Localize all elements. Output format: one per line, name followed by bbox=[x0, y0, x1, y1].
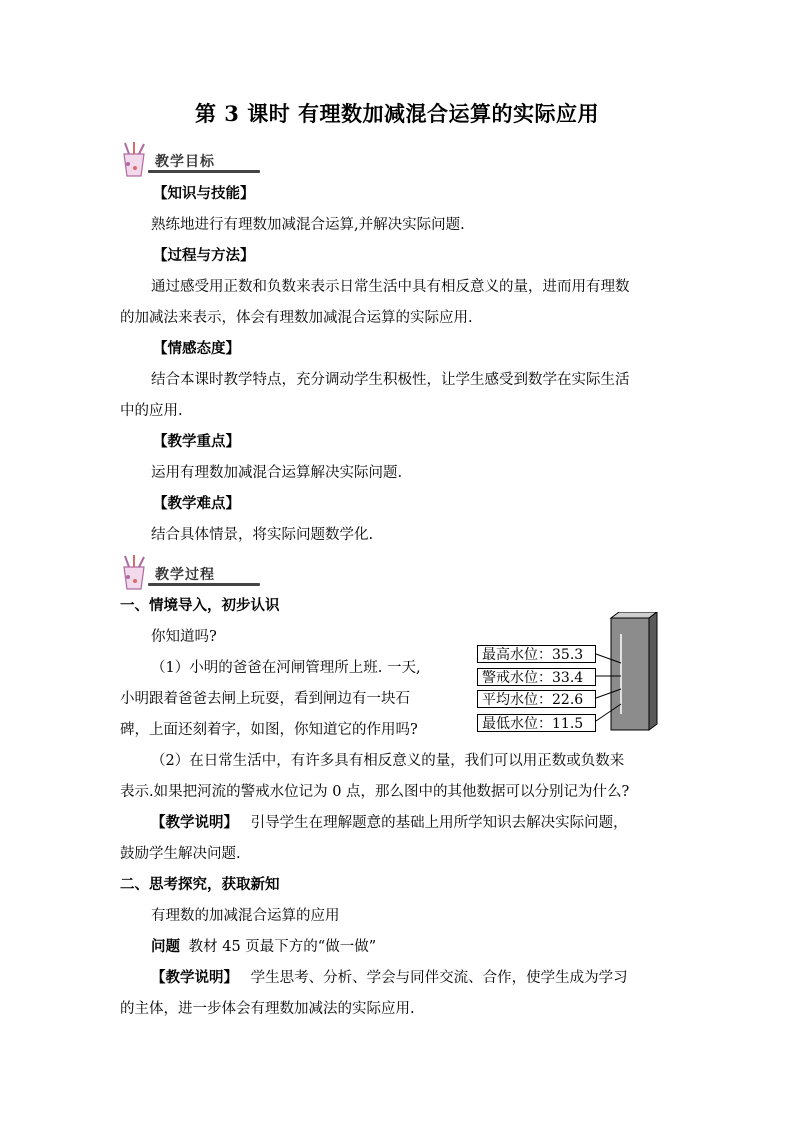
difficulty-heading: 【教学难点】 bbox=[153, 495, 240, 512]
question-1-line-3: 碑，上面还刻着字，如图，你知道它的作用吗? bbox=[120, 722, 418, 738]
label-separator: ： bbox=[538, 647, 552, 663]
label-name: 最高水位 bbox=[482, 647, 538, 663]
question-2-line-2: 表示.如果把河流的警戒水位记为 0 点，那么图中的其他数据可以分别记为什么? bbox=[120, 784, 630, 800]
problem-text: 教材 45 页最下方的“做一做” bbox=[188, 939, 377, 955]
knowledge-text: 熟练地进行有理数加减混合运算,并解决实际问题. bbox=[151, 217, 465, 233]
teaching-note-2-line-2: 的主体，进一步体会有理数加减法的实际应用. bbox=[120, 1001, 415, 1017]
section-banner-process bbox=[118, 553, 268, 593]
method-text-line-1: 通过感受用正数和负数来表示日常生活中具有相反意义的量，进而用有理数 bbox=[151, 279, 630, 295]
banner-label: 教学目标 bbox=[155, 154, 215, 170]
banner-underline bbox=[148, 170, 260, 173]
attitude-text-line-2: 中的应用. bbox=[120, 403, 183, 419]
label-value: 35.3 bbox=[552, 647, 584, 663]
problem-line bbox=[151, 937, 376, 957]
page-title: 第 3 课时 有理数加减混合运算的实际应用 bbox=[194, 101, 600, 126]
question-2-line-1: （2）在日常生活中，有许多具有相反意义的量，我们可以用正数或负数来 bbox=[151, 753, 625, 769]
teaching-note-2-line-1 bbox=[151, 968, 628, 988]
label-separator: ： bbox=[538, 692, 552, 708]
water-level-label bbox=[477, 645, 596, 663]
attitude-text-line-1: 结合本课时教学特点，充分调动学生积极性，让学生感受到数学在实际生活 bbox=[151, 372, 630, 388]
section-1-title: 一、情境导入，初步认识 bbox=[120, 597, 280, 614]
method-text-line-2: 的加减法来表示，体会有理数加减混合运算的实际应用. bbox=[120, 310, 473, 326]
banner-underline bbox=[148, 583, 260, 586]
label-name: 平均水位 bbox=[482, 692, 538, 708]
attitude-heading: 【情感态度】 bbox=[153, 340, 240, 357]
label-value: 33.4 bbox=[552, 670, 584, 686]
teaching-note-heading: 【教学说明】 bbox=[151, 969, 238, 986]
label-value: 11.5 bbox=[552, 716, 584, 732]
key-point-heading: 【教学重点】 bbox=[153, 433, 240, 450]
question-1-line-1: （1）小明的爸爸在河闸管理所上班. 一天, bbox=[151, 660, 421, 676]
label-name: 最低水位 bbox=[482, 716, 538, 732]
section-2-title: 二、思考探究，获取新知 bbox=[120, 876, 280, 893]
teaching-note-1-line-1 bbox=[151, 813, 628, 833]
teaching-note-1-line-2: 鼓励学生解决问题. bbox=[120, 846, 241, 862]
pencil-cup-icon bbox=[118, 140, 158, 180]
question-1-line-2: 小明跟着爸爸去闸上玩耍，看到闸边有一块石 bbox=[120, 691, 410, 707]
section-2-subtitle: 有理数的加减混合运算的应用 bbox=[151, 908, 340, 924]
problem-heading: 问题 bbox=[151, 938, 180, 955]
banner-label: 教学过程 bbox=[155, 567, 215, 583]
stone-tablet bbox=[595, 612, 665, 737]
label-separator: ： bbox=[538, 716, 552, 732]
water-level-label bbox=[477, 714, 596, 732]
label-name: 警戒水位 bbox=[482, 670, 538, 686]
teaching-note-text: 学生思考、分析、学会与同伴交流、合作，使学生成为学习 bbox=[250, 970, 628, 986]
intro-question: 你知道吗? bbox=[151, 629, 217, 645]
label-value: 22.6 bbox=[552, 692, 584, 708]
difficulty-text: 结合具体情景，将实际问题数学化. bbox=[151, 527, 374, 543]
pencil-cup-icon bbox=[118, 553, 158, 593]
water-level-label bbox=[477, 668, 596, 686]
label-separator: ： bbox=[538, 670, 552, 686]
teaching-note-text: 引导学生在理解题意的基础上用所学知识去解决实际问题， bbox=[250, 815, 628, 831]
method-heading: 【过程与方法】 bbox=[153, 247, 255, 264]
teaching-note-heading: 【教学说明】 bbox=[151, 814, 238, 831]
section-banner-goals bbox=[118, 140, 268, 180]
water-level-label bbox=[477, 690, 596, 708]
key-point-text: 运用有理数加减混合运算解决实际问题. bbox=[151, 465, 403, 481]
knowledge-heading: 【知识与技能】 bbox=[153, 185, 255, 202]
